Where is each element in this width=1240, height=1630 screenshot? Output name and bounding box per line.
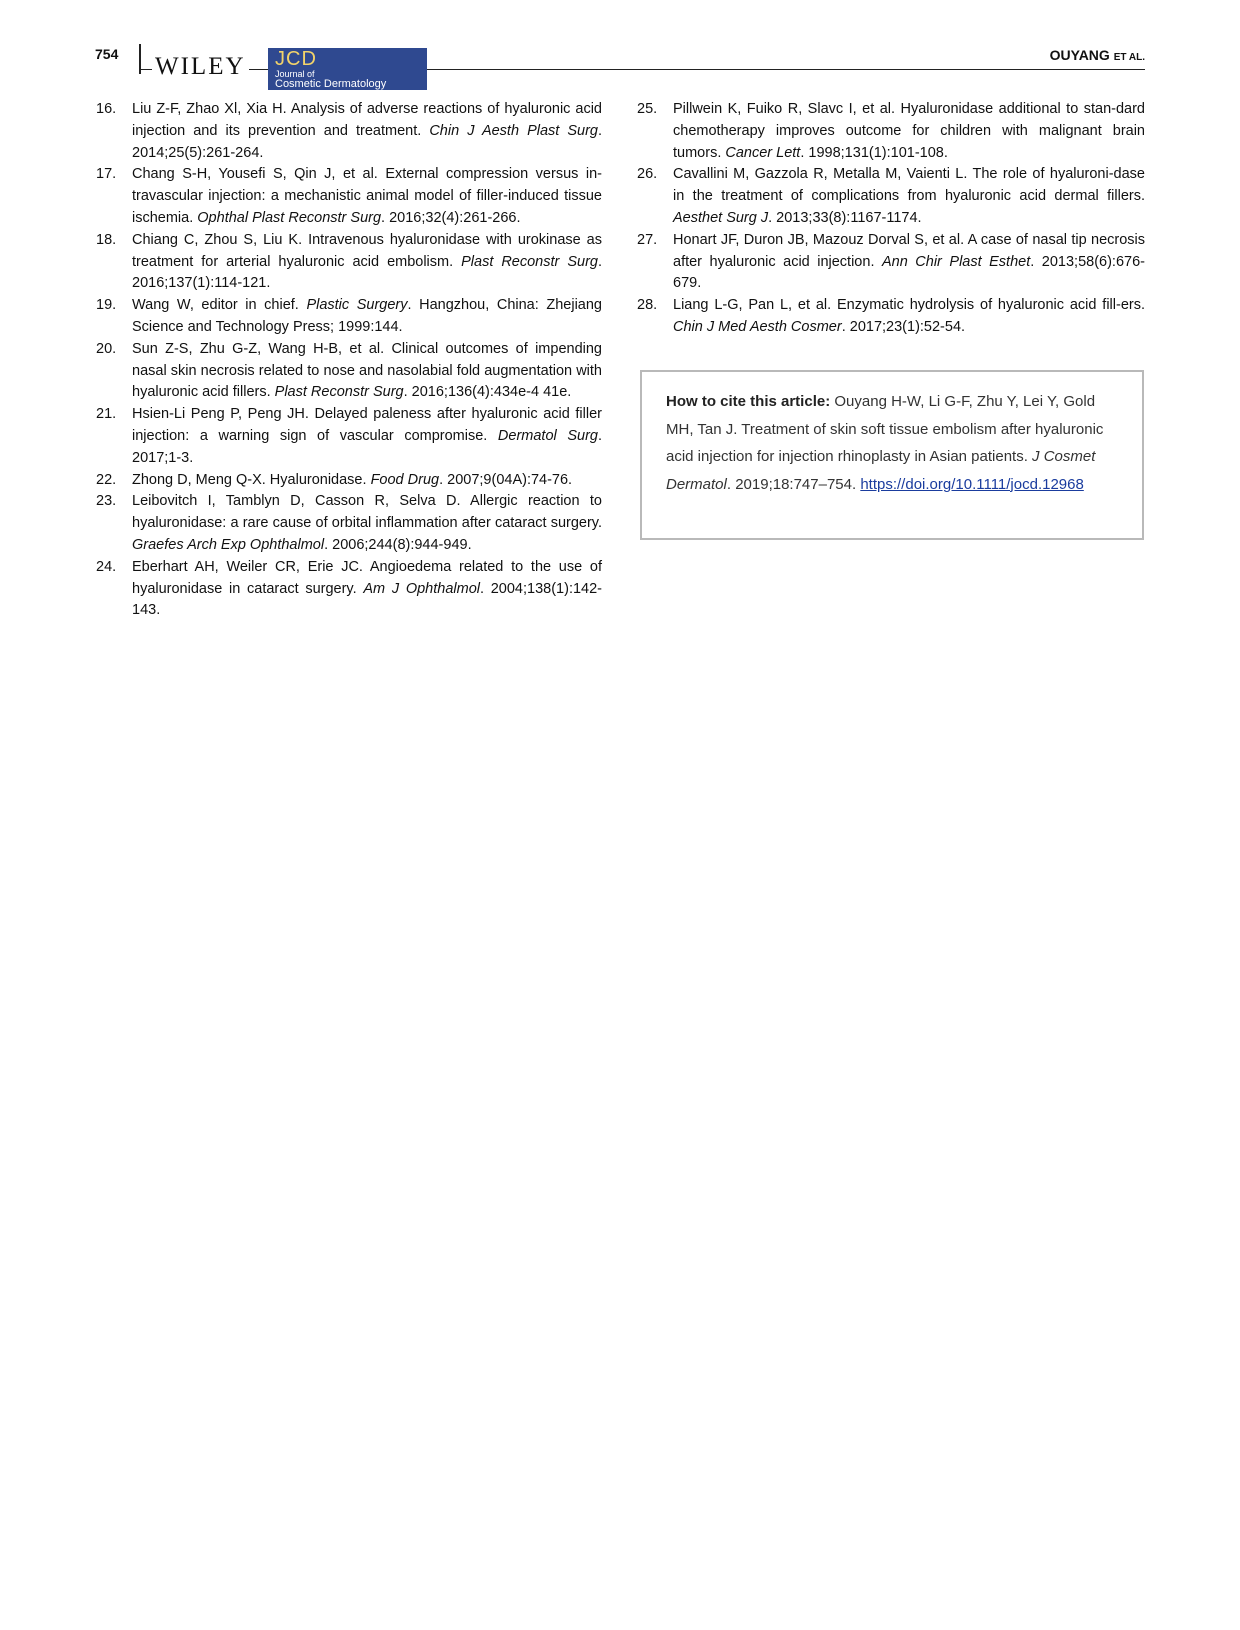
- reference-body: Leibovitch I, Tamblyn D, Casson R, Selva D. Allergic reaction to hyaluronidase: a rare cause of orbital inflammation after cataract surgery.: [132, 493, 602, 532]
- reference-number: 21.: [96, 406, 117, 423]
- reference-tail: . 2013;33(8):1167-1174.: [768, 209, 922, 226]
- reference-tail: . 2016;137(1):114-121.: [132, 253, 602, 292]
- reference-text: [132, 232, 602, 292]
- citation-text: Ouyang H-W, Li G-F, Zhu Y, Lei Y, Gold MH, Tan J. Treatment of skin soft tissue embolism after hyaluronic acid injection for injection rhinoplasty in Asian patients.: [666, 393, 1104, 465]
- reference-body: Eberhart AH, Weiler CR, Erie JC. Angioedema related to the use of hyaluronidase in cataract surgery.: [132, 558, 602, 597]
- reference-journal: Dermatol Surg: [497, 427, 598, 444]
- reference-body: Chiang C, Zhou S, Liu K. Intravenous hyaluronidase with urokinase as treatment for arterial hyaluronic acid embolism.: [132, 231, 602, 270]
- running-head-suffix: ET AL.: [1113, 52, 1145, 63]
- running-head-author: OUYANG: [1049, 47, 1110, 63]
- journal-name-line2: Cosmetic Dermatology: [275, 78, 387, 90]
- reference-item: [637, 99, 1145, 164]
- reference-journal: Cancer Lett: [725, 144, 801, 161]
- reference-journal: Am J Ophthalmol: [363, 580, 480, 597]
- reference-journal: Chin J Aesth Plast Surg: [429, 122, 598, 139]
- reference-journal: Ann Chir Plast Esthet: [881, 253, 1031, 270]
- reference-item: [637, 295, 1145, 339]
- reference-item: [96, 491, 602, 556]
- reference-tail: . 1998;131(1):101-108.: [800, 144, 948, 161]
- reference-number: 28.: [637, 297, 658, 314]
- reference-text: [673, 232, 1145, 292]
- reference-number: 24.: [96, 558, 117, 575]
- reference-journal: Graefes Arch Exp Ophthalmol: [132, 536, 325, 553]
- reference-tail: . 2014;25(5):261-264.: [132, 122, 602, 161]
- reference-tail: . 2017;23(1):52-54.: [841, 318, 966, 335]
- reference-text: [132, 406, 602, 466]
- reference-journal: Plast Reconstr Surg: [274, 384, 404, 401]
- reference-body: Liu Z-F, Zhao Xl, Xia H. Analysis of adverse reactions of hyaluronic acid injection and its prevention and treatment.: [132, 101, 602, 139]
- reference-list-left: [96, 99, 602, 622]
- publisher-logo: WILEY: [152, 53, 249, 81]
- reference-tail: . 2007;9(04A):74-76.: [439, 471, 573, 488]
- reference-item: [96, 339, 602, 404]
- reference-number: 22.: [96, 471, 117, 488]
- reference-text: [132, 341, 602, 401]
- reference-number: 18.: [96, 231, 117, 248]
- reference-item: [637, 164, 1145, 229]
- reference-number: 23.: [96, 493, 117, 510]
- reference-item: [96, 557, 602, 622]
- journal-abbr: JCD: [275, 48, 317, 70]
- reference-item: [96, 164, 602, 229]
- reference-text: [132, 493, 602, 553]
- reference-number: 27.: [637, 231, 658, 248]
- citation-label: How to cite this article:: [666, 393, 831, 410]
- reference-tail: . 2017;1-3.: [132, 427, 602, 466]
- reference-text: [132, 559, 602, 619]
- citation-box: [640, 370, 1144, 540]
- reference-journal: Plast Reconstr Surg: [461, 253, 598, 270]
- reference-tail: . Hangzhou, China: Zhejiang Science and Technology Press; 1999:144.: [132, 297, 602, 335]
- reference-journal: Ophthal Plast Reconstr Surg: [197, 209, 382, 226]
- reference-number: 25.: [637, 101, 658, 117]
- reference-item: [96, 99, 602, 164]
- reference-journal: Food Drug: [370, 471, 440, 488]
- reference-number: 19.: [96, 297, 117, 314]
- reference-body: Sun Z-S, Zhu G-Z, Wang H-B, et al. Clinical outcomes of impending nasal skin necrosis related to nose and nasolabial fold augmentation with hyaluronic acid fillers.: [132, 340, 602, 401]
- reference-journal: Plastic Surgery: [306, 297, 408, 314]
- reference-tail: . 2004;138(1):142-143.: [132, 580, 602, 619]
- reference-tail: . 2016;136(4):434e-4 41e.: [403, 384, 572, 401]
- reference-text: [132, 297, 602, 335]
- reference-body: Cavallini M, Gazzola R, Metalla M, Vaienti L. The role of hyaluroni-dase in the treatment of complications from hyaluronic acid dermal fillers.: [673, 166, 1145, 205]
- reference-body: Zhong D, Meng Q-X. Hyaluronidase.: [132, 471, 371, 488]
- running-head: [1050, 47, 1145, 63]
- reference-text: [132, 166, 602, 226]
- reference-item: [96, 470, 602, 492]
- reference-item: [96, 295, 602, 339]
- reference-body: Chang S-H, Yousefi S, Qin J, et al. External compression versus in-travascular injection: a mechanistic animal model of filler-induced tissue ischemia.: [132, 166, 602, 226]
- reference-body: Honart JF, Duron JB, Mazouz Dorval S, et al. A case of nasal tip necrosis after hyaluronic acid injection.: [673, 231, 1145, 270]
- reference-tail: . 2016;32(4):261-266.: [381, 209, 521, 226]
- reference-journal: Chin J Med Aesth Cosmer: [673, 318, 842, 335]
- page-number: 754: [95, 46, 119, 62]
- journal-logo: [268, 48, 427, 90]
- reference-body: Wang W, editor in chief.: [132, 297, 307, 314]
- journal-name-line1: Journal of: [275, 69, 315, 79]
- reference-item: [96, 230, 602, 295]
- reference-tail: . 2013;58(6):676-679.: [673, 253, 1145, 292]
- reference-text: [132, 472, 572, 488]
- reference-number: 17.: [96, 166, 117, 183]
- reference-number: 26.: [637, 166, 658, 183]
- reference-tail: . 2006;244(8):944-949.: [324, 536, 472, 553]
- reference-number: 20.: [96, 340, 117, 357]
- reference-item: [637, 230, 1145, 295]
- reference-text: [673, 166, 1145, 226]
- reference-text: [673, 297, 1145, 335]
- reference-body: Liang L-G, Pan L, et al. Enzymatic hydrolysis of hyaluronic acid fill-ers.: [673, 297, 1145, 314]
- citation-tail: . 2019;18:747–754.: [726, 475, 861, 493]
- reference-list-right: [637, 99, 1145, 339]
- reference-number: 16.: [96, 101, 117, 117]
- citation-journal: J Cosmet Dermatol: [666, 448, 1096, 493]
- reference-body: Pillwein K, Fuiko R, Slavc I, et al. Hyaluronidase additional to stan-dard chemotherapy improves outcome for children with malignant brain tumors.: [673, 101, 1145, 161]
- reference-text: [132, 101, 602, 161]
- reference-text: [673, 101, 1145, 161]
- reference-journal: Aesthet Surg J: [673, 209, 769, 226]
- reference-body: Hsien-Li Peng P, Peng JH. Delayed paleness after hyaluronic acid filler injection: a warning sign of vascular compromise.: [132, 406, 602, 444]
- reference-item: [96, 404, 602, 469]
- citation-doi-link[interactable]: https://doi.org/10.1111/jocd.12968: [860, 475, 1084, 493]
